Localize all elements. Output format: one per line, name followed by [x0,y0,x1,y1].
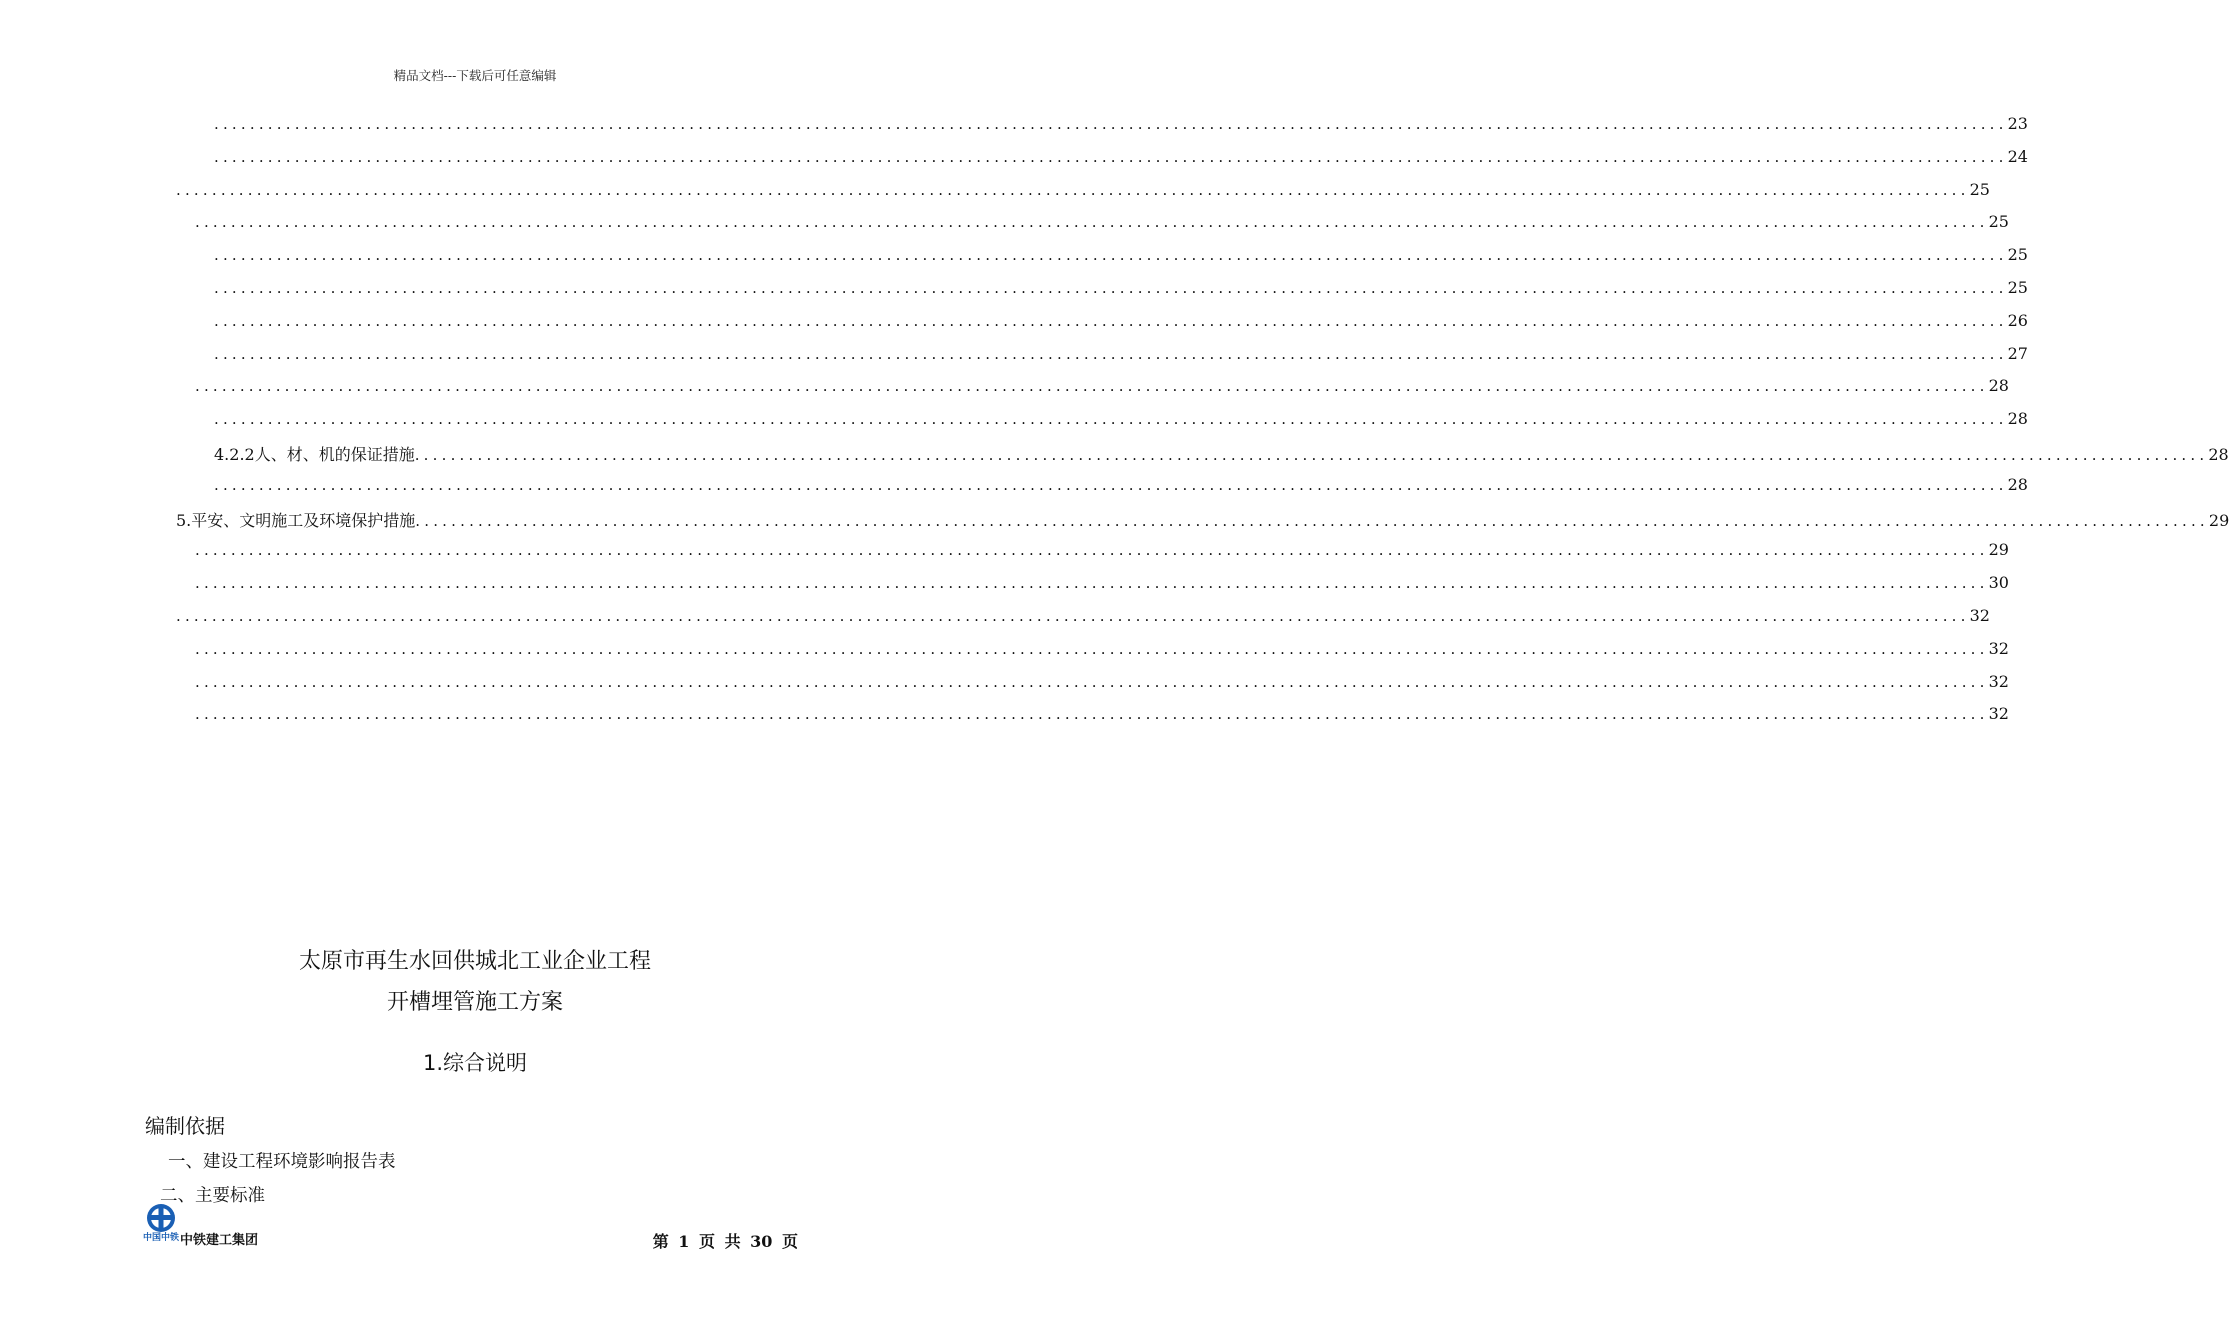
toc-entry-page: 32 [1988,638,2009,658]
toc-entry [214,409,2028,435]
toc-entry-page: 28 [1988,376,2009,396]
document-title: 太原市再生水回供城北工业企业工程 [298,949,651,974]
toc-entry-page: 32 [1988,671,2009,691]
toc-entry-page: 25 [1988,212,2009,232]
toc-entry [195,638,2009,665]
toc-leader-dots: ........................................................................................................................................................................................................ [214,311,2008,330]
toc-entry [214,114,2028,140]
toc-entry [214,146,2028,173]
toc-entry [195,376,2009,402]
logo-text: 中国中铁 [143,1233,180,1243]
toc-entry [176,606,1990,632]
toc-entry-page: 26 [2007,310,2028,330]
toc-entry-page: 25 [1969,179,1990,199]
toc-leader-dots: ........................................................................................................................................................................................................ [176,180,1970,199]
basis-heading: 编制依据 [145,1114,225,1138]
toc-entry-page: 32 [1988,704,2009,724]
toc-entry [214,310,2028,337]
toc-entry-page: 28 [2007,474,2028,494]
toc-leader-dots: ........................................................................................................................................................................................................ [214,115,2008,133]
basis-item: 一、建设工程环境影响报告表 [168,1152,396,1172]
toc-entry [176,179,1990,206]
toc-entry [214,343,2028,370]
page-footer [0,1202,950,1262]
page-number: 第 1 页 共 30 页 [652,1232,798,1251]
document-subtitle: 开槽埋管施工方案 [386,990,563,1015]
toc-entry-page: 25 [2007,278,2028,297]
toc-entry-page: 29 [2208,510,2229,530]
toc-entry [195,704,2009,730]
toc-entry-page: 32 [1969,606,1990,625]
toc-entry [214,245,2028,271]
toc-leader-dots: ........................................................................................................................................................................................................ [214,475,2008,494]
toc-leader-dots: ........................................................................................................................................................................................................ [176,607,1970,625]
toc-leader-dots: ........................................................................................................................................................................................................ [195,541,1989,560]
toc-entry [214,442,2229,468]
toc-leader-dots: ........................................................................................................................................................................................................ [415,511,2209,530]
toc-leader-dots: ........................................................................................................................................................................................................ [214,279,2008,297]
toc-entry-page: 28 [2007,409,2028,429]
toc-leader-dots: ........................................................................................................................................................................................................ [214,246,2008,265]
toc-entry [195,212,2009,238]
toc-entry-page: 30 [1988,573,2009,593]
toc-entry [176,508,2229,534]
basis-item: 二、主要标准 [160,1186,265,1206]
toc-entry [195,671,2009,698]
toc-leader-dots: ........................................................................................................................................................................................................ [214,147,2008,166]
toc-entry [195,540,2009,566]
toc-entry-page: 27 [2007,343,2028,363]
toc-leader-dots: ........................................................................................................................................................................................................ [195,672,1989,691]
toc-entry-page: 24 [2007,146,2028,166]
toc-entry-label: 5.平安、文明施工及环境保护措施 [176,510,416,530]
toc-leader-dots: ........................................................................................................................................................................................................ [195,574,1989,593]
toc-leader-dots: ........................................................................................................................................................................................................ [214,344,2008,363]
toc-leader-dots: ........................................................................................................................................................................................................ [195,377,1989,396]
toc-entry-label: 4.2.2人、材、机的保证措施 [214,445,415,464]
section-heading: 1.综合说明 [422,1051,528,1075]
toc-entry [214,474,2028,501]
toc-entry-page: 25 [2007,245,2028,265]
toc-entry-page: 28 [2208,445,2229,464]
toc-leader-dots: ........................................................................................................................................................................................................ [195,213,1989,232]
toc-entry [214,278,2028,304]
toc-leader-dots: ........................................................................................................................................................................................................ [195,705,1989,724]
company-name: 中铁建工集团 [180,1233,259,1248]
toc-leader-dots: ........................................................................................................................................................................................................ [214,410,2008,429]
page-header: 精品文档---下载后可任意编辑 [393,68,557,83]
toc-leader-dots: ........................................................................................................................................................................................................ [195,639,1989,658]
toc-entry [195,573,2009,599]
toc-leader-dots: ........................................................................................................................................................................................................ [414,446,2209,464]
toc-entry-page: 23 [2007,114,2028,133]
toc-entry-page: 29 [1988,540,2009,560]
